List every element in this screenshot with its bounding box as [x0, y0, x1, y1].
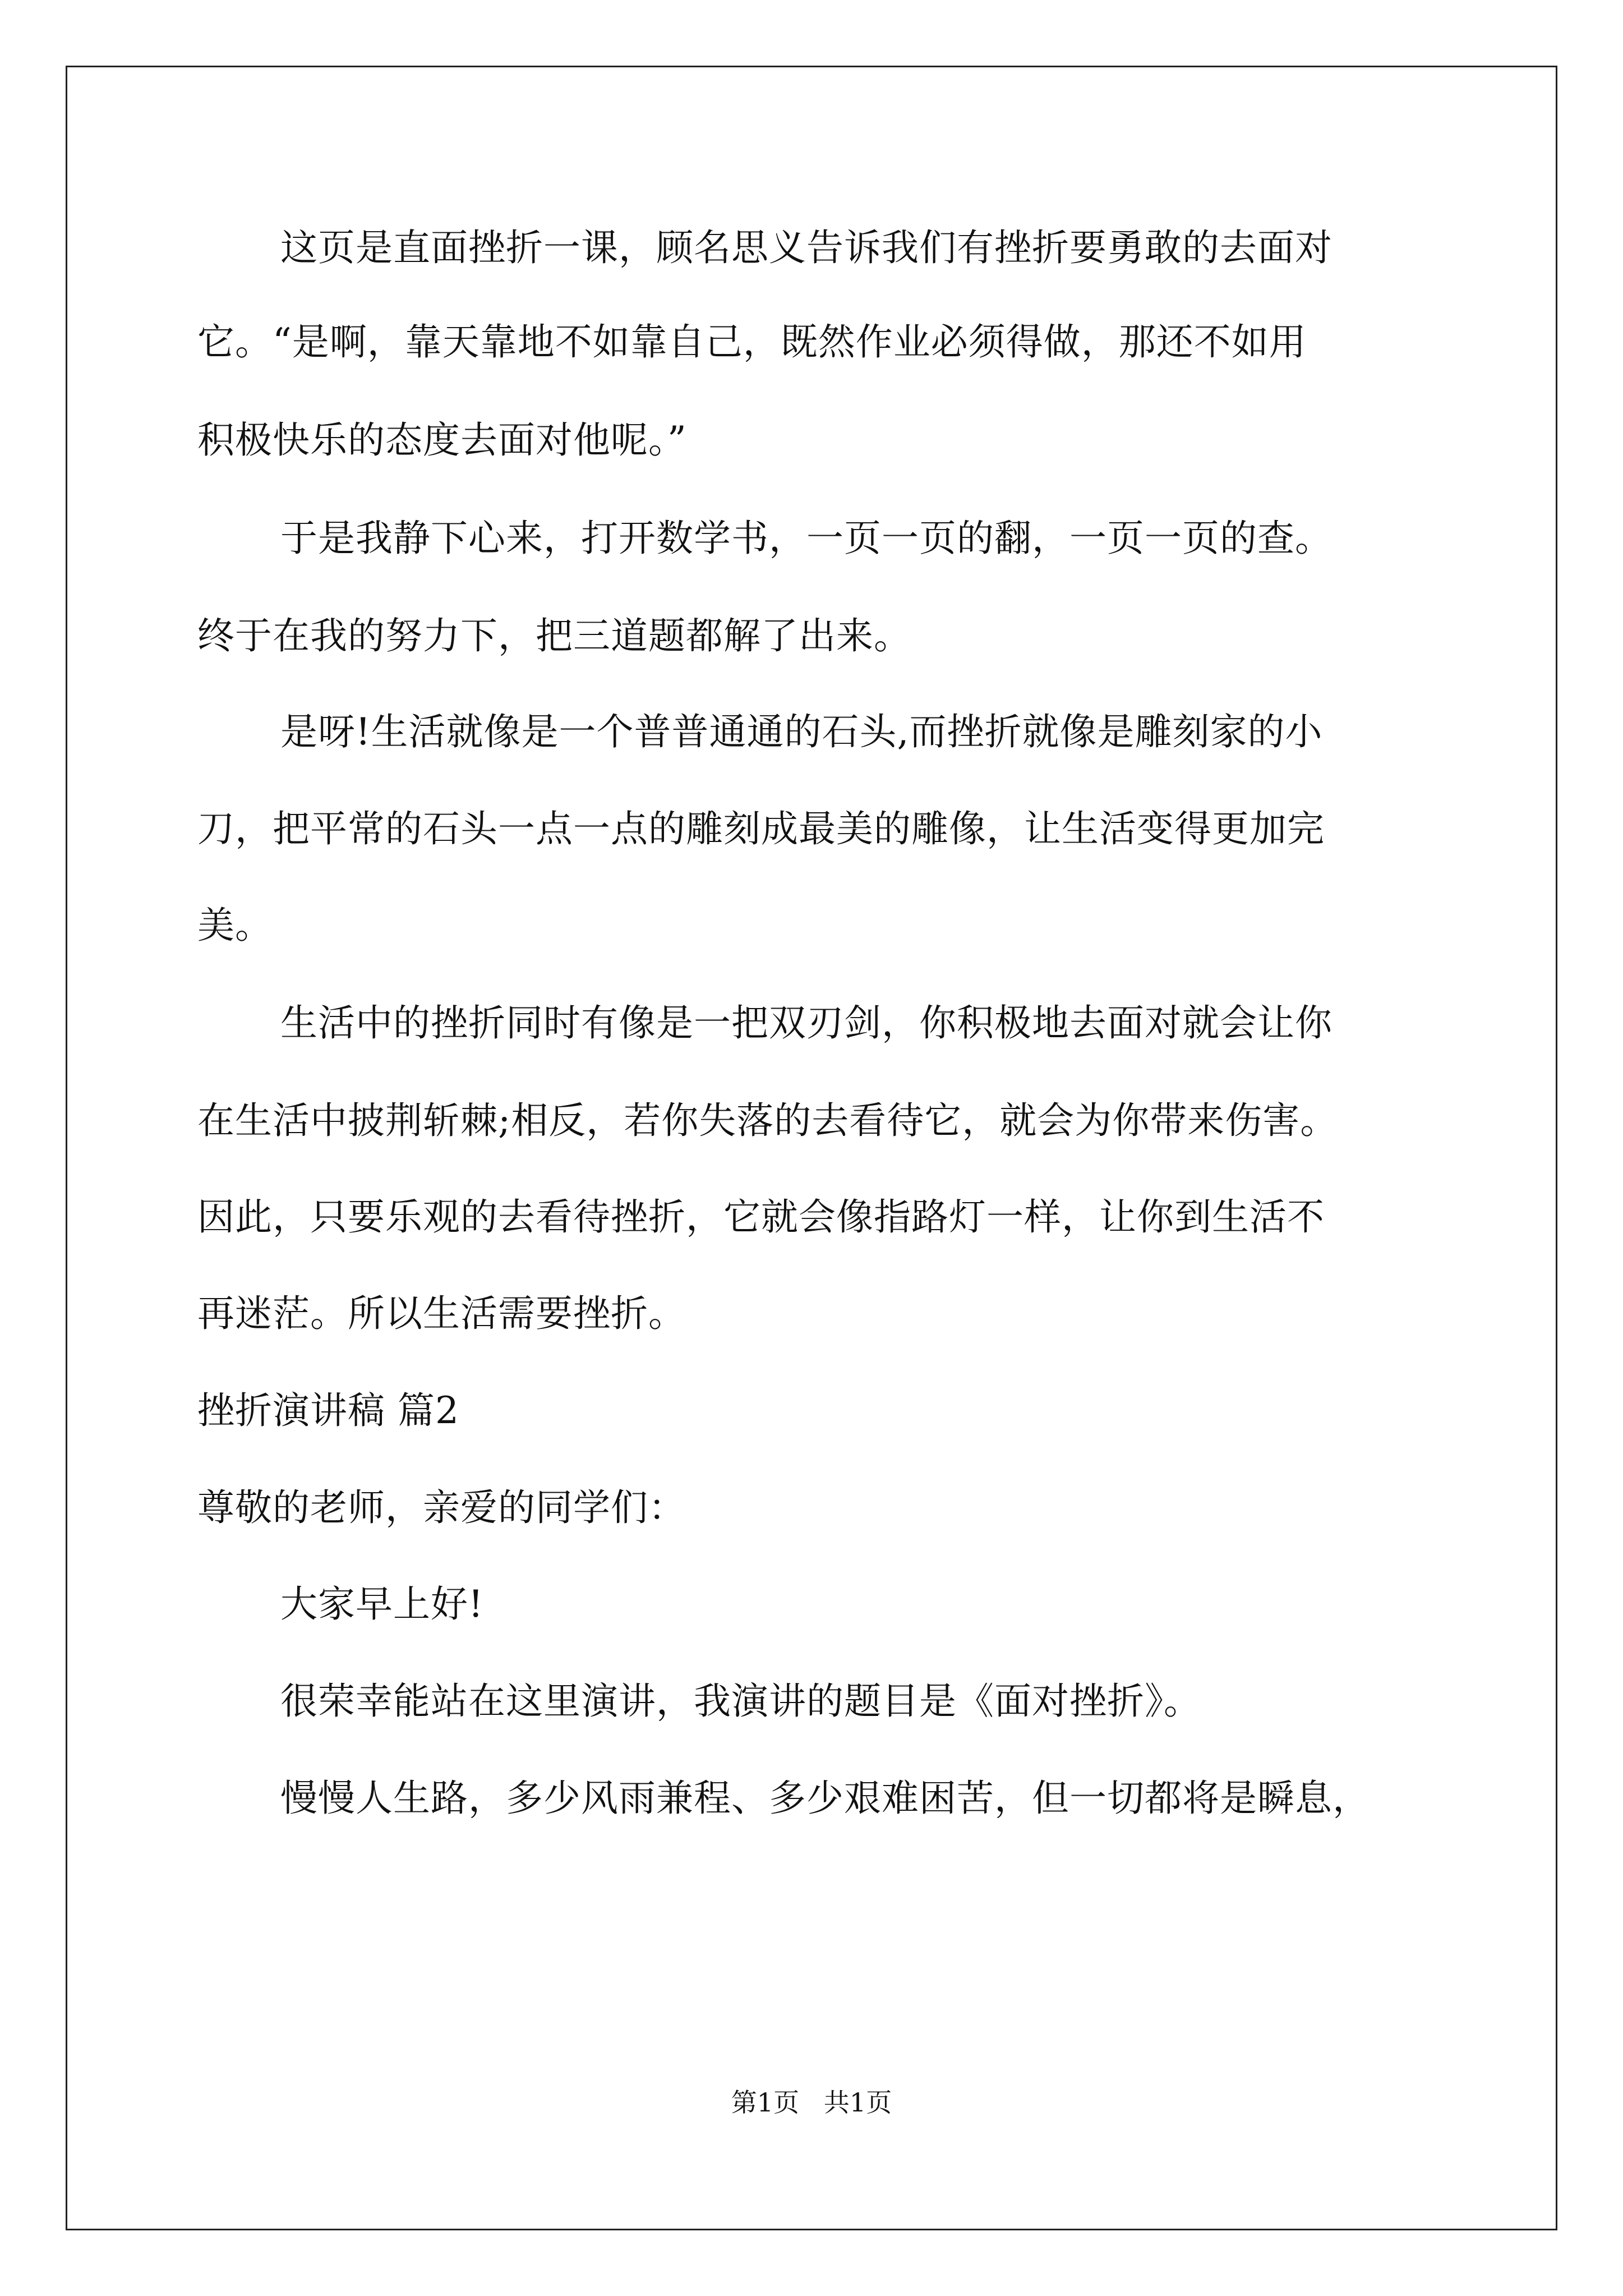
- paragraph-2-line-2: 终于在我的努力下，把三道题都解了出来。: [197, 614, 911, 657]
- page-footer: 第1页 共1页: [731, 2087, 892, 2118]
- speech-intro: 很荣幸能站在这里演讲，我演讲的题目是《面对挫折》。: [280, 1680, 1201, 1723]
- salutation: 尊敬的老师，亲爱的同学们：: [197, 1486, 686, 1529]
- page-border: [66, 66, 1557, 2230]
- section-heading: 挫折演讲稿 篇2: [197, 1389, 459, 1432]
- paragraph-1-line-1: 这页是直面挫折一课，顾名思义告诉我们有挫折要勇敢的去面对: [280, 226, 1332, 269]
- paragraph-4-line-4: 再迷茫。所以生活需要挫折。: [197, 1292, 686, 1335]
- paragraph-3-line-2: 刀，把平常的石头一点一点的雕刻成最美的雕像，让生活变得更加完: [197, 807, 1325, 850]
- paragraph-3-line-3: 美。: [197, 904, 273, 947]
- paragraph-2-line-1: 于是我静下心来，打开数学书，一页一页的翻，一页一页的查。: [280, 517, 1332, 560]
- speech-line: 慢慢人生路，多少风雨兼程、多少艰难困苦，但一切都将是瞬息，: [280, 1777, 1370, 1820]
- paragraph-4-line-3: 因此，只要乐观的去看待挫折，它就会像指路灯一样，让你到生活不: [197, 1195, 1325, 1239]
- paragraph-4-line-1: 生活中的挫折同时有像是一把双刃剑，你积极地去面对就会让你: [280, 1001, 1332, 1045]
- paragraph-3-line-1: 是呀!生活就像是一个普普通通的石头,而挫折就像是雕刻家的小: [280, 710, 1323, 753]
- paragraph-1-line-2: 它。“是啊，靠天靠地不如靠自己，既然作业必须得做，那还不如用: [197, 320, 1307, 364]
- greeting: 大家早上好!: [280, 1582, 484, 1626]
- paragraph-4-line-2: 在生活中披荆斩棘;相反，若你失落的去看待它，就会为你带来伤害。: [197, 1099, 1338, 1142]
- paragraph-1-line-3: 积极快乐的态度去面对他呢。”: [197, 418, 687, 462]
